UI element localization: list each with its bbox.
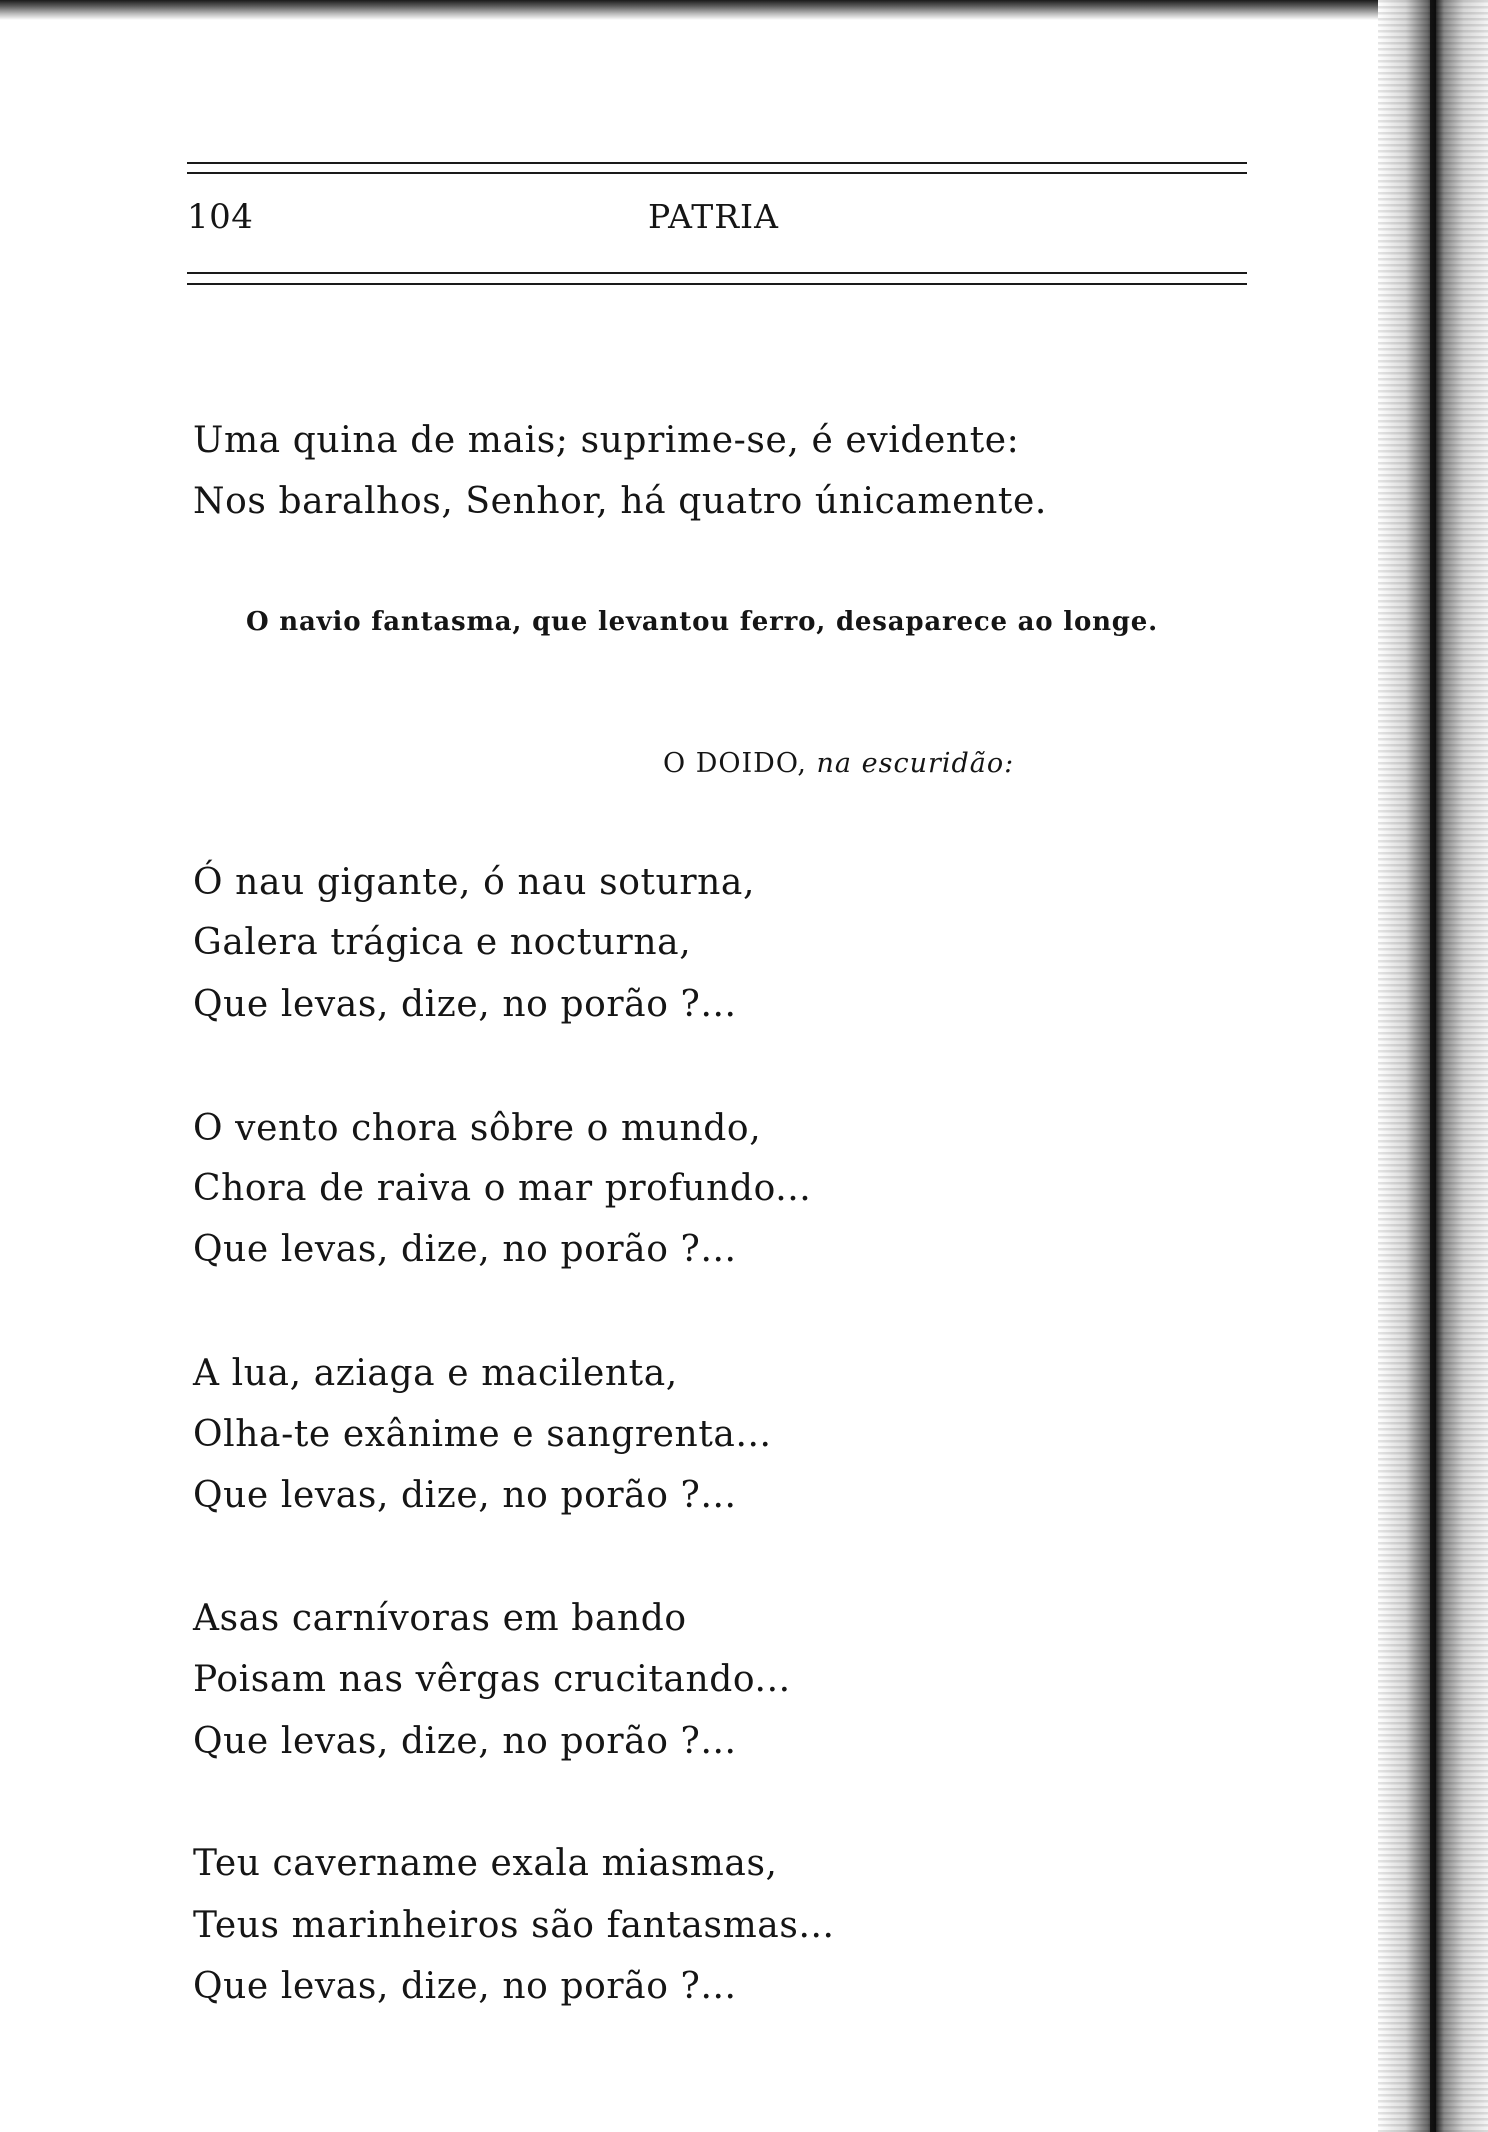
page-number: 104 bbox=[187, 197, 254, 237]
book-gutter-line bbox=[1430, 0, 1436, 2132]
running-head: PATRIA bbox=[648, 197, 779, 236]
stanza-4-line-1: Asas carnívoras em bando bbox=[193, 1598, 687, 1639]
couplet-line-1: Uma quina de mais; suprime-se, é evidente: bbox=[193, 420, 1020, 461]
speaker-cue bbox=[663, 748, 1014, 779]
header-rule-bottom bbox=[187, 283, 1247, 285]
stanza-3-line-1: A lua, aziaga e macilenta, bbox=[193, 1353, 678, 1394]
stanza-1-line-3: Que levas, dize, no porão ?... bbox=[193, 984, 737, 1025]
header-rule-top bbox=[187, 162, 1247, 164]
speaker-direction: na escuridão: bbox=[816, 748, 1015, 779]
header-rule-top-inner bbox=[187, 172, 1247, 174]
stanza-4-line-2: Poisam nas vêrgas crucitando... bbox=[193, 1659, 791, 1700]
header-rule-bottom-inner bbox=[187, 272, 1247, 274]
stanza-5-line-3: Que levas, dize, no porão ?... bbox=[193, 1966, 737, 2007]
stanza-4-line-3: Que levas, dize, no porão ?... bbox=[193, 1721, 737, 1762]
stanza-2-line-2: Chora de raiva o mar profundo... bbox=[193, 1168, 812, 1209]
stage-direction: O navio fantasma, que levantou ferro, desaparece ao longe. bbox=[246, 607, 1158, 637]
couplet-line-2: Nos baralhos, Senhor, há quatro únicamente. bbox=[193, 481, 1047, 522]
page-top-edge bbox=[0, 0, 1488, 20]
stanza-2-line-1: O vento chora sôbre o mundo, bbox=[193, 1108, 762, 1149]
stanza-1-line-2: Galera trágica e nocturna, bbox=[193, 922, 692, 963]
stanza-2-line-3: Que levas, dize, no porão ?... bbox=[193, 1229, 737, 1270]
stanza-1-line-1: Ó nau gigante, ó nau soturna, bbox=[193, 862, 756, 903]
stanza-3-line-2: Olha-te exânime e sangrenta... bbox=[193, 1414, 772, 1455]
stanza-5-line-2: Teus marinheiros são fantasmas... bbox=[193, 1905, 835, 1946]
speaker-name: O DOIDO, bbox=[663, 748, 807, 779]
stanza-3-line-3: Que levas, dize, no porão ?... bbox=[193, 1475, 737, 1516]
stanza-5-line-1: Teu cavername exala miasmas, bbox=[193, 1843, 778, 1884]
